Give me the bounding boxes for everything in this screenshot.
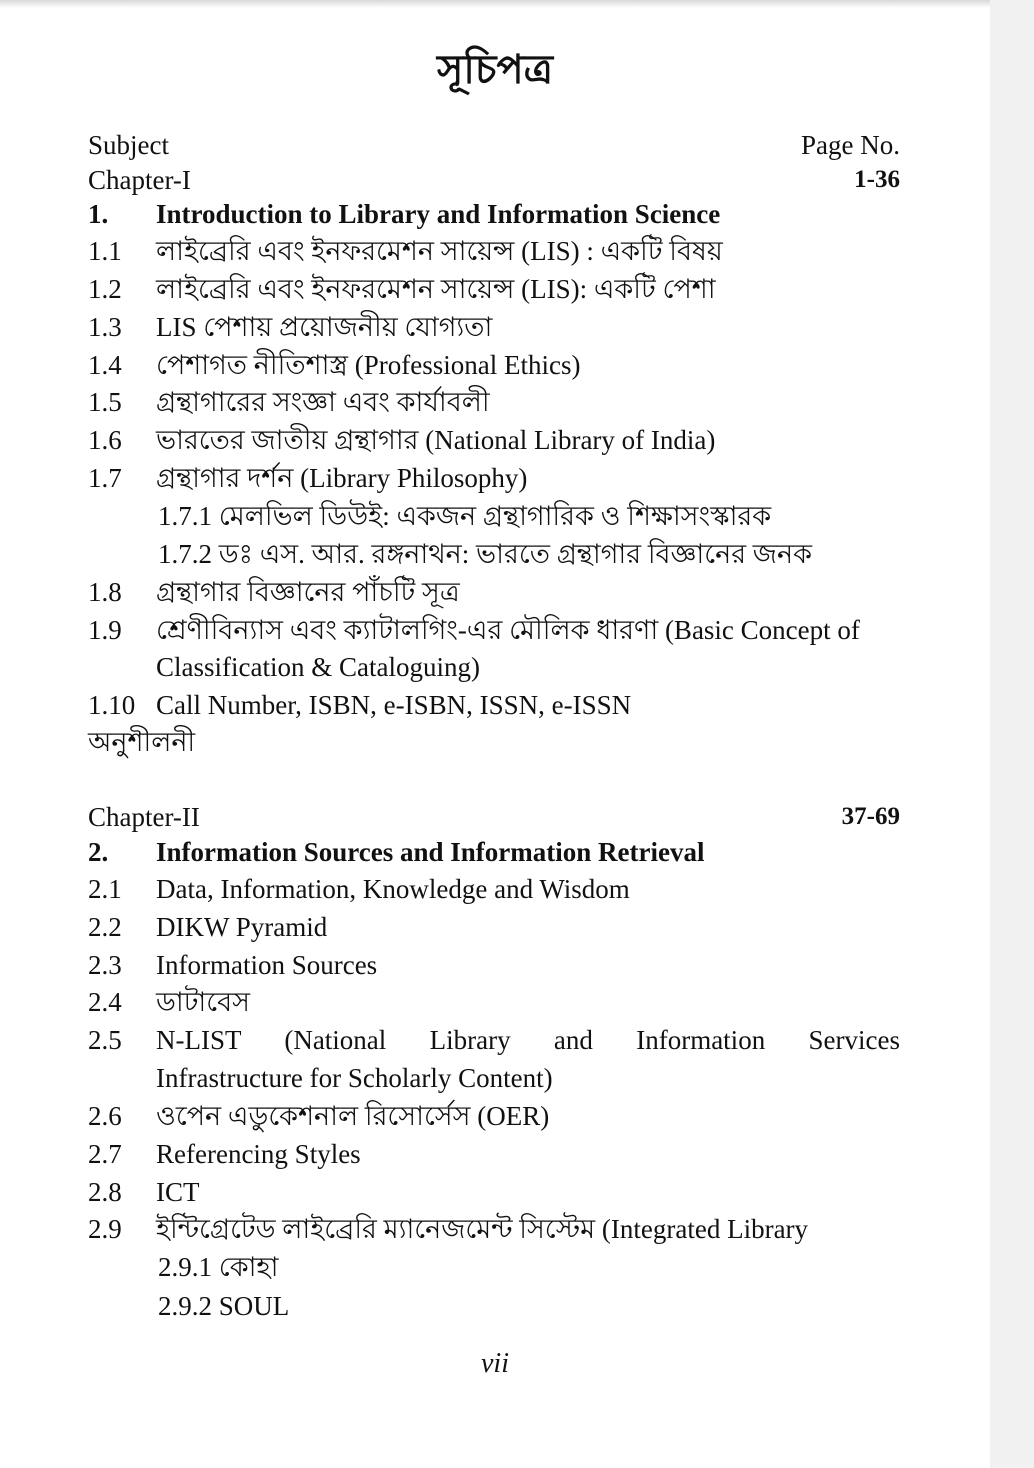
list-item	[88, 686, 900, 724]
entry-text: ICT	[156, 1177, 200, 1207]
entry-number: 2.6	[88, 1101, 122, 1131]
list-item	[88, 383, 900, 421]
entry-text: Classification & Cataloguing)	[156, 652, 480, 682]
list-item	[88, 232, 900, 270]
list-item	[88, 1173, 900, 1211]
entry-text: DIKW Pyramid	[156, 912, 328, 942]
list-item	[88, 1135, 900, 1173]
entry-text: গ্রন্থাগারের সংজ্ঞা এবং কার্যাবলী	[156, 387, 490, 417]
entry-number: 2.5	[88, 1025, 122, 1055]
list-item	[88, 983, 900, 1021]
entry-text: ওপেন এডুকেশনাল রিসোর্সেস (OER)	[156, 1101, 550, 1131]
entry-text: গ্রন্থাগার বিজ্ঞানের পাঁচটি সূত্র	[156, 577, 460, 607]
list-item	[88, 1097, 900, 1135]
list-item	[88, 648, 900, 686]
entry-number: 1.9	[88, 615, 122, 645]
list-item	[88, 535, 900, 573]
entry-text: N-LIST (National Library and Information Services	[156, 1025, 900, 1055]
entry-text: Infrastructure for Scholarly Content)	[156, 1063, 553, 1093]
entry-text: গ্রন্থাগার দর্শন (Library Philosophy)	[156, 463, 528, 493]
entry-text: লাইব্রেরি এবং ইনফরমেশন সায়েন্স (LIS) : একটি বিষয়	[156, 236, 723, 266]
page-no-label: Page No.	[801, 130, 900, 160]
entry-number: 1.7	[88, 463, 122, 493]
page-title: সূচিপত্র	[437, 47, 553, 92]
entry-number: 2.7	[88, 1139, 122, 1169]
entry-text: ভারতের জাতীয় গ্রন্থাগার (National Library of India)	[156, 425, 716, 455]
entry-number: 1.5	[88, 387, 122, 417]
list-item	[88, 1287, 900, 1325]
chapter-label: Chapter-II	[88, 802, 200, 832]
list-item	[88, 1021, 900, 1059]
entry-text: Data, Information, Knowledge and Wisdom	[156, 874, 630, 904]
entry-text: শ্রেণীবিন্যাস এবং ক্যাটালগিং-এর মৌলিক ধারণা (Basic Concept of	[156, 615, 860, 645]
entry-number: 2.	[88, 837, 109, 867]
entry-text: Information Sources	[156, 950, 378, 980]
entry-number: 1.6	[88, 425, 122, 455]
list-item	[88, 270, 900, 308]
list-item	[88, 1210, 900, 1248]
entry-text: ডাটাবেস	[156, 987, 250, 1017]
entry-text: 2.9.2 SOUL	[158, 1291, 290, 1321]
entry-text: 2.9.1 কোহা	[158, 1252, 279, 1282]
entry-text: পেশাগত নীতিশাস্ত্র (Professional Ethics)	[156, 350, 581, 380]
list-item	[88, 611, 900, 649]
list-item	[88, 908, 900, 946]
entry-text: 1.7.2 ডঃ এস. আর. রঙ্গনাথন: ভারতে গ্রন্থাগার বিজ্ঞানের জনক	[158, 539, 812, 569]
entry-text: LIS পেশায় প্রয়োজনীয় যোগ্যতা	[156, 312, 493, 342]
entry-text: ইন্টিগ্রেটেড লাইব্রেরি ম্যানেজমেন্ট সিস্টেম (Integrated Library	[156, 1214, 809, 1244]
entry-text: Call Number, ISBN, e-ISBN, ISSN, e-ISSN	[156, 690, 632, 720]
page-number: vii	[481, 1348, 509, 1379]
entry-number: 2.1	[88, 874, 122, 904]
exercise-label	[88, 723, 900, 761]
entry-number: 1.8	[88, 577, 122, 607]
toc-header	[88, 126, 900, 164]
entry-number: 2.9	[88, 1214, 122, 1244]
entry-number: 2.3	[88, 950, 122, 980]
list-item	[88, 1248, 900, 1286]
list-item	[88, 573, 900, 611]
entry-text: Referencing Styles	[156, 1139, 361, 1169]
chapter-heading	[88, 161, 900, 199]
entry-number: 1.2	[88, 274, 122, 304]
entry-text: Information Sources and Information Retrieval	[156, 837, 705, 867]
list-item	[88, 308, 900, 346]
list-item	[88, 946, 900, 984]
chapter-label: Chapter-I	[88, 165, 191, 195]
list-item	[88, 346, 900, 384]
entry-text: 1.7.1 মেলভিল ডিউই: একজন গ্রন্থাগারিক ও শিক্ষাসংস্কারক	[158, 501, 772, 531]
entry-text: লাইব্রেরি এবং ইনফরমেশন সায়েন্স (LIS): একটি পেশা	[156, 274, 716, 304]
list-item	[88, 497, 900, 535]
entry-number: 2.4	[88, 987, 122, 1017]
entry-text: Introduction to Library and Information Science	[156, 199, 721, 229]
entry-text: অনুশীলনী	[88, 727, 196, 757]
entry-number: 1.10	[88, 690, 136, 720]
entry-number: 1.	[88, 199, 109, 229]
entry-number: 1.1	[88, 236, 122, 266]
list-item	[88, 195, 900, 233]
entry-number: 2.8	[88, 1177, 122, 1207]
viewer-right-gutter	[990, 0, 1034, 1468]
chapter-pages: 37-69	[841, 803, 900, 830]
entry-number: 1.3	[88, 312, 122, 342]
list-item	[88, 833, 900, 871]
chapter-heading	[88, 798, 900, 836]
subject-label: Subject	[88, 130, 169, 160]
entry-number: 2.2	[88, 912, 122, 942]
list-item	[88, 870, 900, 908]
list-item	[88, 421, 900, 459]
list-item	[88, 1059, 900, 1097]
entry-number: 1.4	[88, 350, 122, 380]
chapter-pages: 1-36	[854, 166, 900, 193]
list-item	[88, 459, 900, 497]
